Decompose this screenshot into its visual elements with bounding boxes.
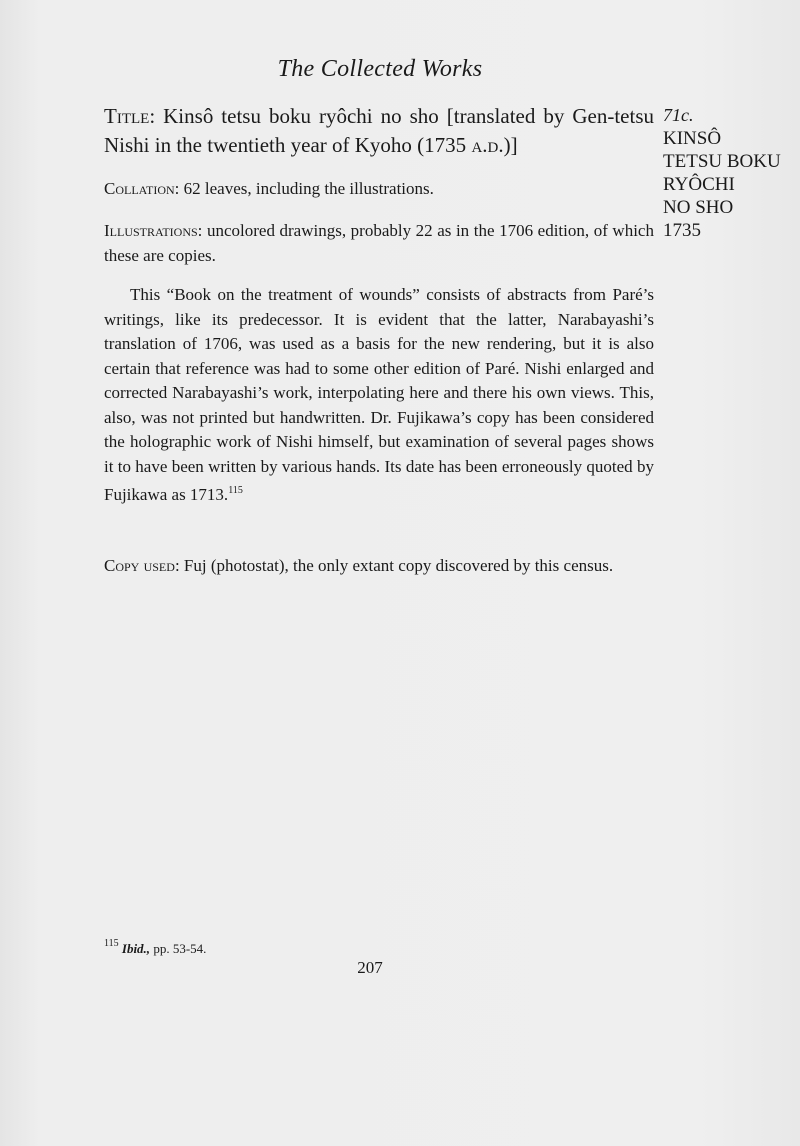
margin-line: TETSU BOKU	[663, 151, 781, 172]
page-number: 207	[357, 958, 383, 977]
running-head: The Collected Works	[277, 56, 483, 82]
collation-paragraph: Collation: 62 leaves, including the illustrations.	[104, 179, 434, 198]
copy-used-paragraph: Copy used: Fuj (photostat), the only extant copy discovered by this census.	[104, 556, 614, 575]
footnote-ibid: Ibid.,	[121, 941, 151, 956]
entry-number: 71c.	[663, 105, 694, 125]
footnote-text: pp. 53-54.	[150, 941, 207, 956]
footnote-reference: 115	[228, 485, 243, 496]
collation-entry	[104, 176, 654, 201]
margin-line: RYÔCHI	[663, 174, 735, 195]
margin-line: 1735	[663, 220, 701, 241]
footnote	[104, 938, 206, 957]
title-paragraph: Title: Kinsô tetsu boku ryôchi no sho [translated by Gen-tetsu Nishi in the twentieth year of Kyoho (1735 a.d.)]	[104, 104, 654, 157]
margin-line: NO SHO	[663, 197, 734, 218]
copy-used-entry	[104, 553, 654, 578]
body-content: This “Book on the treatment of wounds” consists of abstracts from Paré’s writings, like its predecessor. It is evident that the latter, Narabayashi’s translation of 1706, was used as a basis for the new rendering, but it is also certain that reference was had to some other edition of Paré. Nishi enlarged and corrected Narabayashi’s work, interpolating here and there his own views. This, also, was not printed but handwritten. Dr. Fujikawa’s copy has been considered the holographic work of Nishi himself, but examination of several pages shows it to have been written by various hands. Its date has been erroneously quoted by Fujikawa as 1713.	[104, 285, 654, 504]
illustrations-text: uncolored drawings, probably 22 as in the 1706 edition, of which these are copies.	[104, 221, 654, 265]
title-ad: a.d.	[471, 133, 504, 157]
body-text	[104, 283, 654, 508]
footnote-number: 115	[104, 938, 119, 949]
copy-used-text: Fuj (photostat), the only extant copy discovered by this census.	[183, 556, 614, 575]
collation-label: Collation	[104, 179, 175, 198]
title-label: Title	[104, 104, 150, 128]
body-paragraph	[104, 283, 654, 508]
margin-line: KINSÔ	[663, 128, 722, 149]
illustrations-paragraph: Illustrations: uncolored drawings, probably 22 as in the 1706 edition, of which these are copies.	[104, 221, 654, 265]
illustrations-entry	[104, 218, 654, 268]
margin-heading	[663, 104, 798, 242]
illustrations-label: Illustrations	[104, 221, 198, 240]
collation-text: 62 leaves, including the illustrations.	[183, 179, 434, 198]
title-text: Kinsô tetsu boku ryôchi no sho [translated by Gen-tetsu Nishi in the twentieth year of Kyoho (1735	[104, 104, 654, 157]
title-entry	[104, 102, 654, 160]
title-close: )]	[503, 133, 518, 157]
copy-used-label: Copy used	[104, 556, 175, 575]
